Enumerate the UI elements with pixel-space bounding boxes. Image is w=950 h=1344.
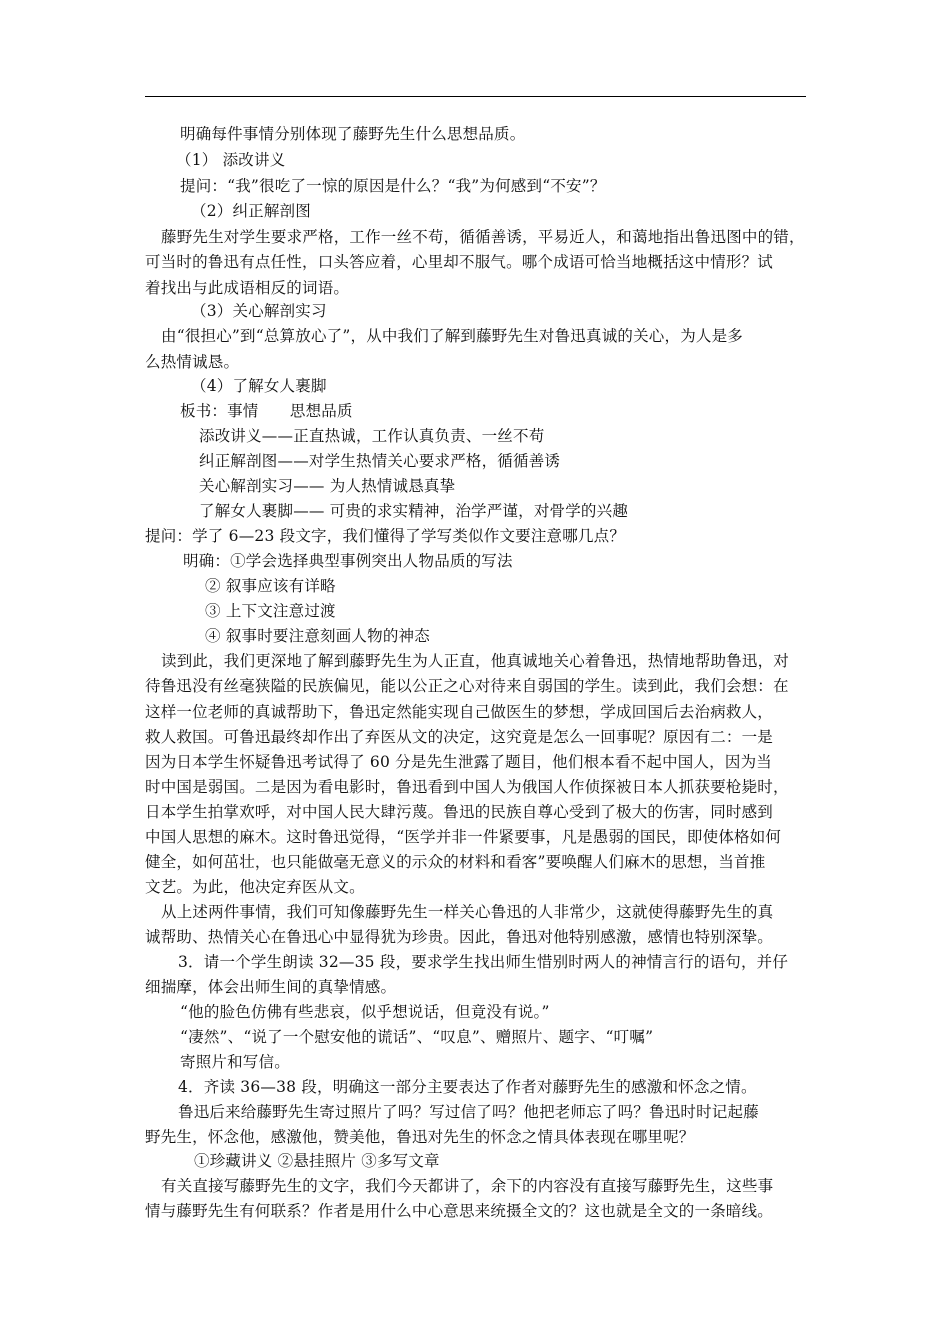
text-line: ③ 上下文注意过渡 [205,602,336,620]
text-line: 中国人思想的麻木。这时鲁迅觉得，“医学并非一件紧要事，凡是愚弱的国民，即使体格如何 [145,828,782,846]
text-line: 么热情诚恳。 [145,353,240,371]
text-line: ② 叙事应该有详略 [205,577,336,595]
text-line: 明确每件事情分别体现了藤野先生什么思想品质。 [180,125,526,143]
text-line: 日本学生拍掌欢呼，对中国人民大肆污蔑。鲁迅的民族自尊心受到了极大的伤害，同时感到 [145,803,774,821]
text-line: 诚帮助、热情关心在鲁迅心中显得犹为珍贵。因此，鲁迅对他特别感激，感情也特别深挚。 [145,928,774,946]
text-line: 寄照片和写信。 [180,1053,290,1071]
text-line: 由“很担心”到“总算放心了”，从中我们了解到藤野先生对鲁迅真诚的关心，为人是多 [161,327,743,345]
text-line: 细揣摩，体会出师生间的真挚情感。 [145,978,397,996]
text-line: ①珍藏讲义 ②悬挂照片 ③多写文章 [194,1152,440,1170]
text-line: 有关直接写藤野先生的文字，我们今天都讲了，余下的内容没有直接写藤野先生，这些事 [161,1177,774,1195]
text-line: “他的脸色仿佛有些悲哀，似乎想说话，但竟没有说。” [180,1003,550,1021]
text-line: 板书：事情 思想品质 [180,402,353,420]
text-line: 野先生，怀念他，感激他，赞美他，鲁迅对先生的怀念之情具体表现在哪里呢？ [145,1128,695,1146]
text-line: 了解女人裹脚—— 可贵的求实精神，治学严谨，对骨学的兴趣 [199,502,629,520]
text-line: ④ 叙事时要注意刻画人物的神态 [205,627,430,645]
text-line: 藤野先生对学生要求严格，工作一丝不苟，循循善诱，平易近人，和蔼地指出鲁迅图中的错， [161,228,805,246]
text-line: 着找出与此成语相反的词语。 [145,279,350,297]
text-line: 待鲁迅没有丝毫狭隘的民族偏见，能以公正之心对待来自弱国的学生。读到此，我们会想：在 [145,677,789,695]
text-line: 情与藤野先生有何联系？作者是用什么中心意思来统摄全文的？这也就是全文的一条暗线。 [145,1202,774,1220]
text-line: 健全，如何茁壮，也只能做毫无意义的示众的材料和看客”要唤醒人们麻木的思想，当首推 [145,853,766,871]
text-line: 提问：学了 6—23 段文字，我们懂得了学写类似作文要注意哪几点？ [145,527,626,545]
text-line: 救人救国。可鲁迅最终却作出了弃医从文的决定，这究竟是怎么一回事呢？原因有二：一是 [145,728,774,746]
text-line: （1） 添改讲义 [176,151,286,169]
text-line: 时中国是弱国。二是因为看电影时，鲁迅看到中国人为俄国人作侦探被日本人抓获要枪毙时， [145,778,789,796]
text-line: （4）了解女人裹脚 [191,377,327,395]
text-line: 可当时的鲁迅有点任性，口头答应着，心里却不服气。哪个成语可恰当地概括这中情形？试 [145,253,774,271]
text-line: “凄然”、“说了一个慰安他的谎话”、“叹息”、赠照片、题字、“叮嘱” [180,1028,654,1046]
text-line: 这样一位老师的真诚帮助下，鲁迅定然能实现自己做医生的梦想，学成回国后去治病救人， [145,703,774,721]
text-line: 文艺。为此，他决定弃医从文。 [145,878,365,896]
text-line: 因为日本学生怀疑鲁迅考试得了 60 分是先生泄露了题目，他们根本看不起中国人，因为当 [145,753,772,771]
text-line: 关心解剖实习—— 为人热情诚恳真挚 [199,477,456,495]
text-line: 读到此，我们更深地了解到藤野先生为人正直，他真诚地关心着鲁迅，热情地帮助鲁迅，对 [161,652,790,670]
text-line: 鲁迅后来给藤野先生寄过照片了吗？写过信了吗？他把老师忘了吗？鲁迅时时记起藤 [178,1103,759,1121]
text-line: 从上述两件事情，我们可知像藤野先生一样关心鲁迅的人非常少，这就使得藤野先生的真 [161,903,774,921]
text-line: 添改讲义——正直热诚，工作认真负责、一丝不苟 [199,427,545,445]
text-line: （3）关心解剖实习 [191,302,327,320]
text-line: （2）纠正解剖图 [191,202,311,220]
text-line: 3．请一个学生朗读 32—35 段，要求学生找出师生惜别时两人的神情言行的语句，并仔 [178,953,789,971]
text-line: 4．齐读 36—38 段，明确这一部分主要表达了作者对藤野先生的感激和怀念之情。 [178,1078,757,1096]
text-line: 明确：①学会选择典型事例突出人物品质的写法 [183,552,513,570]
text-line: 提问：“我”很吃了一惊的原因是什么？“我”为何感到“不安”？ [180,177,606,195]
header-rule [145,96,806,97]
text-line: 纠正解剖图——对学生热情关心要求严格，循循善诱 [199,452,561,470]
